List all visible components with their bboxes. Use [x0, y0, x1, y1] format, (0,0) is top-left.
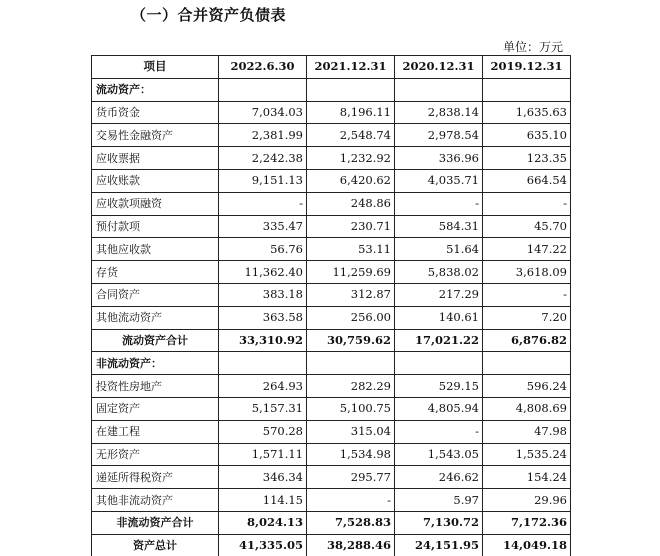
row-label: 资产总计: [92, 534, 219, 556]
cell-value: 56.76: [219, 238, 307, 261]
table-row: [92, 238, 571, 261]
cell-value: 38,288.46: [307, 534, 395, 556]
cell-value: 11,259.69: [307, 261, 395, 284]
cell-value: 51.64: [395, 238, 483, 261]
cell-value: 7,130.72: [395, 511, 483, 534]
table-row: [92, 261, 571, 284]
cell-value: 315.04: [307, 420, 395, 443]
cell-value: 7,034.03: [219, 101, 307, 124]
row-label: 其他非流动资产: [92, 489, 219, 512]
cell-value: 383.18: [219, 283, 307, 306]
cell-value: 1,635.63: [483, 101, 571, 124]
cell-value: 335.47: [219, 215, 307, 238]
cell-value: 230.71: [307, 215, 395, 238]
cell-value: 11,362.40: [219, 261, 307, 284]
cell-value: [307, 78, 395, 101]
cell-value: 346.34: [219, 466, 307, 489]
cell-value: [395, 352, 483, 375]
column-header-2019-12-31: 2019.12.31: [483, 56, 571, 79]
row-label: 货币资金: [92, 101, 219, 124]
balance-sheet-table: [91, 55, 571, 556]
row-label: 其他应收款: [92, 238, 219, 261]
cell-value: 7.20: [483, 306, 571, 329]
cell-value: [483, 78, 571, 101]
cell-value: 29.96: [483, 489, 571, 512]
row-label: 交易性金融资产: [92, 124, 219, 147]
cell-value: 264.93: [219, 375, 307, 398]
cell-value: 570.28: [219, 420, 307, 443]
total-row: [92, 511, 571, 534]
table-row: [92, 215, 571, 238]
table-row: [92, 397, 571, 420]
row-label: 应收票据: [92, 147, 219, 170]
cell-value: 2,242.38: [219, 147, 307, 170]
cell-value: 664.54: [483, 169, 571, 192]
cell-value: 7,528.83: [307, 511, 395, 534]
row-label: 固定资产: [92, 397, 219, 420]
cell-value: 5,157.31: [219, 397, 307, 420]
cell-value: [219, 78, 307, 101]
cell-value: 336.96: [395, 147, 483, 170]
cell-value: 8,024.13: [219, 511, 307, 534]
cell-value: 246.62: [395, 466, 483, 489]
column-header-2021-12-31: 2021.12.31: [307, 56, 395, 79]
unit-label: 单位：万元: [502, 40, 563, 54]
cell-value: 4,035.71: [395, 169, 483, 192]
cell-value: -: [395, 420, 483, 443]
table-row: [92, 375, 571, 398]
row-label: 流动资产：: [92, 78, 219, 101]
cell-value: 47.98: [483, 420, 571, 443]
row-label: 预付款项: [92, 215, 219, 238]
cell-value: 6,420.62: [307, 169, 395, 192]
cell-value: 1,534.98: [307, 443, 395, 466]
cell-value: [395, 78, 483, 101]
cell-value: 584.31: [395, 215, 483, 238]
cell-value: 2,978.54: [395, 124, 483, 147]
table-row: [92, 124, 571, 147]
cell-value: 45.70: [483, 215, 571, 238]
cell-value: [307, 352, 395, 375]
cell-value: 1,232.92: [307, 147, 395, 170]
row-label: 应收账款: [92, 169, 219, 192]
header-row: [92, 56, 571, 79]
section-header-row: [92, 78, 571, 101]
cell-value: -: [307, 489, 395, 512]
cell-value: -: [219, 192, 307, 215]
row-label: 递延所得税资产: [92, 466, 219, 489]
cell-value: 596.24: [483, 375, 571, 398]
cell-value: 256.00: [307, 306, 395, 329]
cell-value: 114.15: [219, 489, 307, 512]
cell-value: 33,310.92: [219, 329, 307, 352]
table-row: [92, 147, 571, 170]
cell-value: 5,100.75: [307, 397, 395, 420]
cell-value: 140.61: [395, 306, 483, 329]
cell-value: -: [483, 283, 571, 306]
cell-value: [219, 352, 307, 375]
cell-value: 123.35: [483, 147, 571, 170]
row-label: 在建工程: [92, 420, 219, 443]
cell-value: 248.86: [307, 192, 395, 215]
total-row: [92, 534, 571, 556]
cell-value: 3,618.09: [483, 261, 571, 284]
row-label: 无形资产: [92, 443, 219, 466]
row-label: 存货: [92, 261, 219, 284]
cell-value: 7,172.36: [483, 511, 571, 534]
cell-value: 529.15: [395, 375, 483, 398]
cell-value: 1,571.11: [219, 443, 307, 466]
cell-value: 2,548.74: [307, 124, 395, 147]
page-title: （一）合并资产负债表: [131, 6, 287, 24]
row-label: 非流动资产：: [92, 352, 219, 375]
column-header-2020-12-31: 2020.12.31: [395, 56, 483, 79]
row-label: 其他流动资产: [92, 306, 219, 329]
cell-value: 24,151.95: [395, 534, 483, 556]
total-row: [92, 329, 571, 352]
cell-value: 6,876.82: [483, 329, 571, 352]
cell-value: 217.29: [395, 283, 483, 306]
row-label: 流动资产合计: [92, 329, 219, 352]
cell-value: -: [483, 192, 571, 215]
row-label: 投资性房地产: [92, 375, 219, 398]
table-row: [92, 192, 571, 215]
cell-value: 14,049.18: [483, 534, 571, 556]
cell-value: [483, 352, 571, 375]
cell-value: 2,381.99: [219, 124, 307, 147]
cell-value: 147.22: [483, 238, 571, 261]
cell-value: 1,543.05: [395, 443, 483, 466]
table-row: [92, 443, 571, 466]
cell-value: 4,805.94: [395, 397, 483, 420]
column-header-2022-6-30: 2022.6.30: [219, 56, 307, 79]
table-row: [92, 489, 571, 512]
cell-value: 4,808.69: [483, 397, 571, 420]
cell-value: -: [395, 192, 483, 215]
table-body: [92, 78, 571, 556]
cell-value: 5.97: [395, 489, 483, 512]
cell-value: 154.24: [483, 466, 571, 489]
cell-value: 1,535.24: [483, 443, 571, 466]
cell-value: 8,196.11: [307, 101, 395, 124]
row-label: 合同资产: [92, 283, 219, 306]
section-header-row: [92, 352, 571, 375]
row-label: 非流动资产合计: [92, 511, 219, 534]
table-row: [92, 306, 571, 329]
cell-value: 282.29: [307, 375, 395, 398]
cell-value: 30,759.62: [307, 329, 395, 352]
table-row: [92, 101, 571, 124]
cell-value: 9,151.13: [219, 169, 307, 192]
cell-value: 41,335.05: [219, 534, 307, 556]
cell-value: 295.77: [307, 466, 395, 489]
cell-value: 5,838.02: [395, 261, 483, 284]
cell-value: 363.58: [219, 306, 307, 329]
table-row: [92, 420, 571, 443]
cell-value: 2,838.14: [395, 101, 483, 124]
column-header-item: 项目: [92, 56, 219, 79]
table-row: [92, 283, 571, 306]
cell-value: 17,021.22: [395, 329, 483, 352]
table-row: [92, 466, 571, 489]
cell-value: 53.11: [307, 238, 395, 261]
cell-value: 635.10: [483, 124, 571, 147]
table-row: [92, 169, 571, 192]
cell-value: 312.87: [307, 283, 395, 306]
row-label: 应收款项融资: [92, 192, 219, 215]
